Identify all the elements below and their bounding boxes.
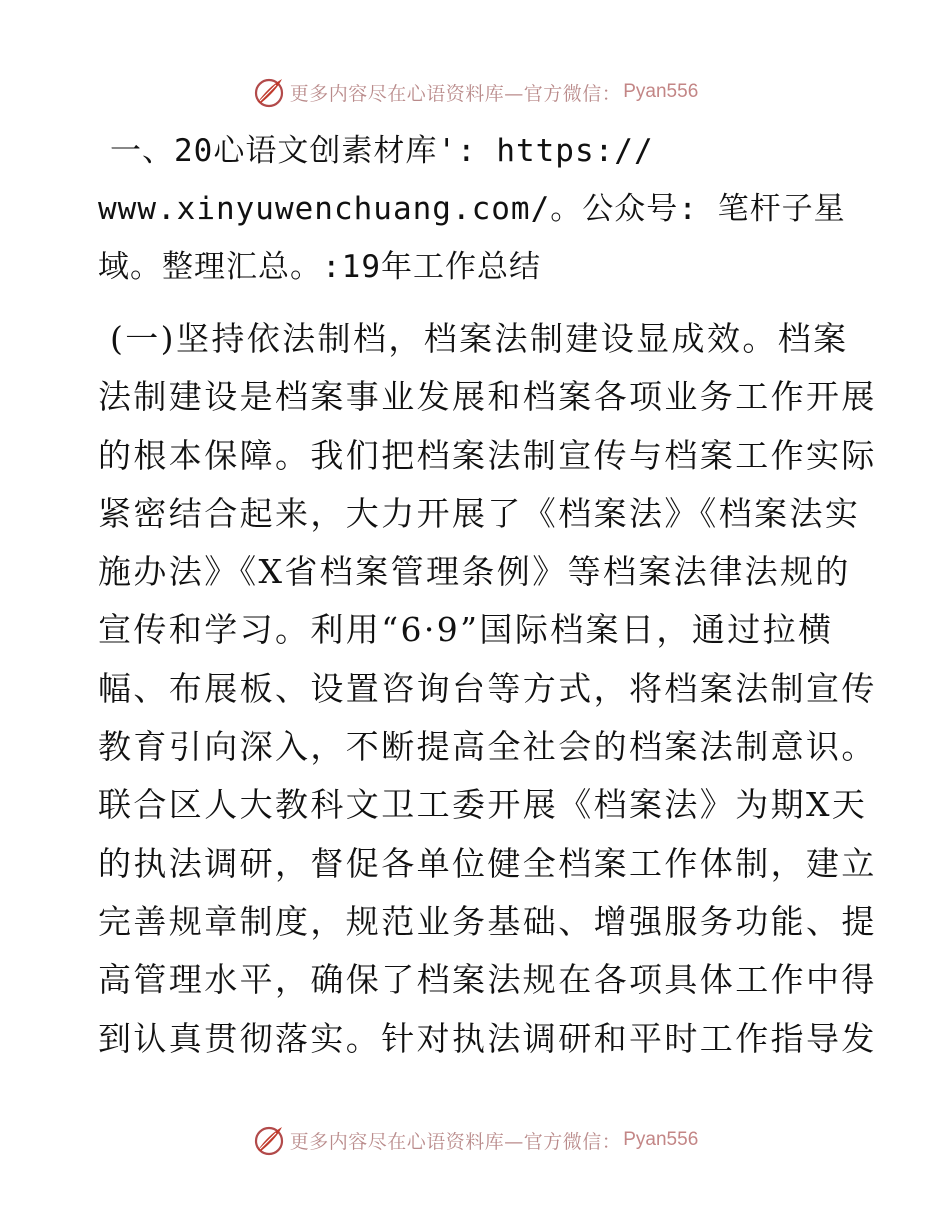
body-line: 宣传和学习。利用“6·9”国际档案日，通过拉横 [98,610,834,650]
body-line: 到认真贯彻落实。针对执法调研和平时工作指导发 [98,1018,877,1058]
body-line: 高管理水平，确保了档案法规在各项具体工作中得 [98,960,877,1000]
body-line: 教育引向深入，不断提高全社会的档案法制意识。 [98,727,877,767]
body-line: 完善规章制度，规范业务基础、增强服务功能、提 [98,901,877,941]
body-line: 施办法》《X省档案管理条例》等档案法律法规的 [98,552,851,592]
watermark-text: 更多内容尽在心语资料库—官方微信： [289,1130,622,1153]
watermark-wechat-id: Pyan556 [623,81,699,102]
body-line: 紧密结合起来，大力开展了《档案法》《档案法实 [98,493,861,533]
document-body [98,310,877,1068]
document-heading [98,122,858,296]
body-line: 法制建设是档案事业发展和档案各项业务工作开展 [98,377,877,417]
heading-line: www.xinyuwenchuang.com/。公众号: 笔杆子星 [98,191,846,227]
header-watermark [0,72,950,112]
watermark-wechat-id: Pyan556 [623,1129,699,1150]
heading-line: 一、20心语文创素材库': https:// [110,133,654,169]
watermark-text: 更多内容尽在心语资料库—官方微信： [289,82,622,105]
body-line: (一)坚持依法制档，档案法制建设显成效。档案 [110,319,849,358]
heading-line: 域。整理汇总。:19年工作总结 [98,249,541,285]
quill-seal-icon [252,75,286,109]
footer-watermark [0,1120,950,1160]
body-line: 的执法调研，督促各单位健全档案工作体制，建立 [98,843,877,883]
quill-seal-icon [252,1123,286,1157]
body-line: 联合区人大教科文卫工委开展《档案法》为期X天 [98,785,868,825]
body-line: 幅、布展板、设置咨询台等方式，将档案法制宣传 [98,668,877,708]
body-line: 的根本保障。我们把档案法制宣传与档案工作实际 [98,435,877,475]
